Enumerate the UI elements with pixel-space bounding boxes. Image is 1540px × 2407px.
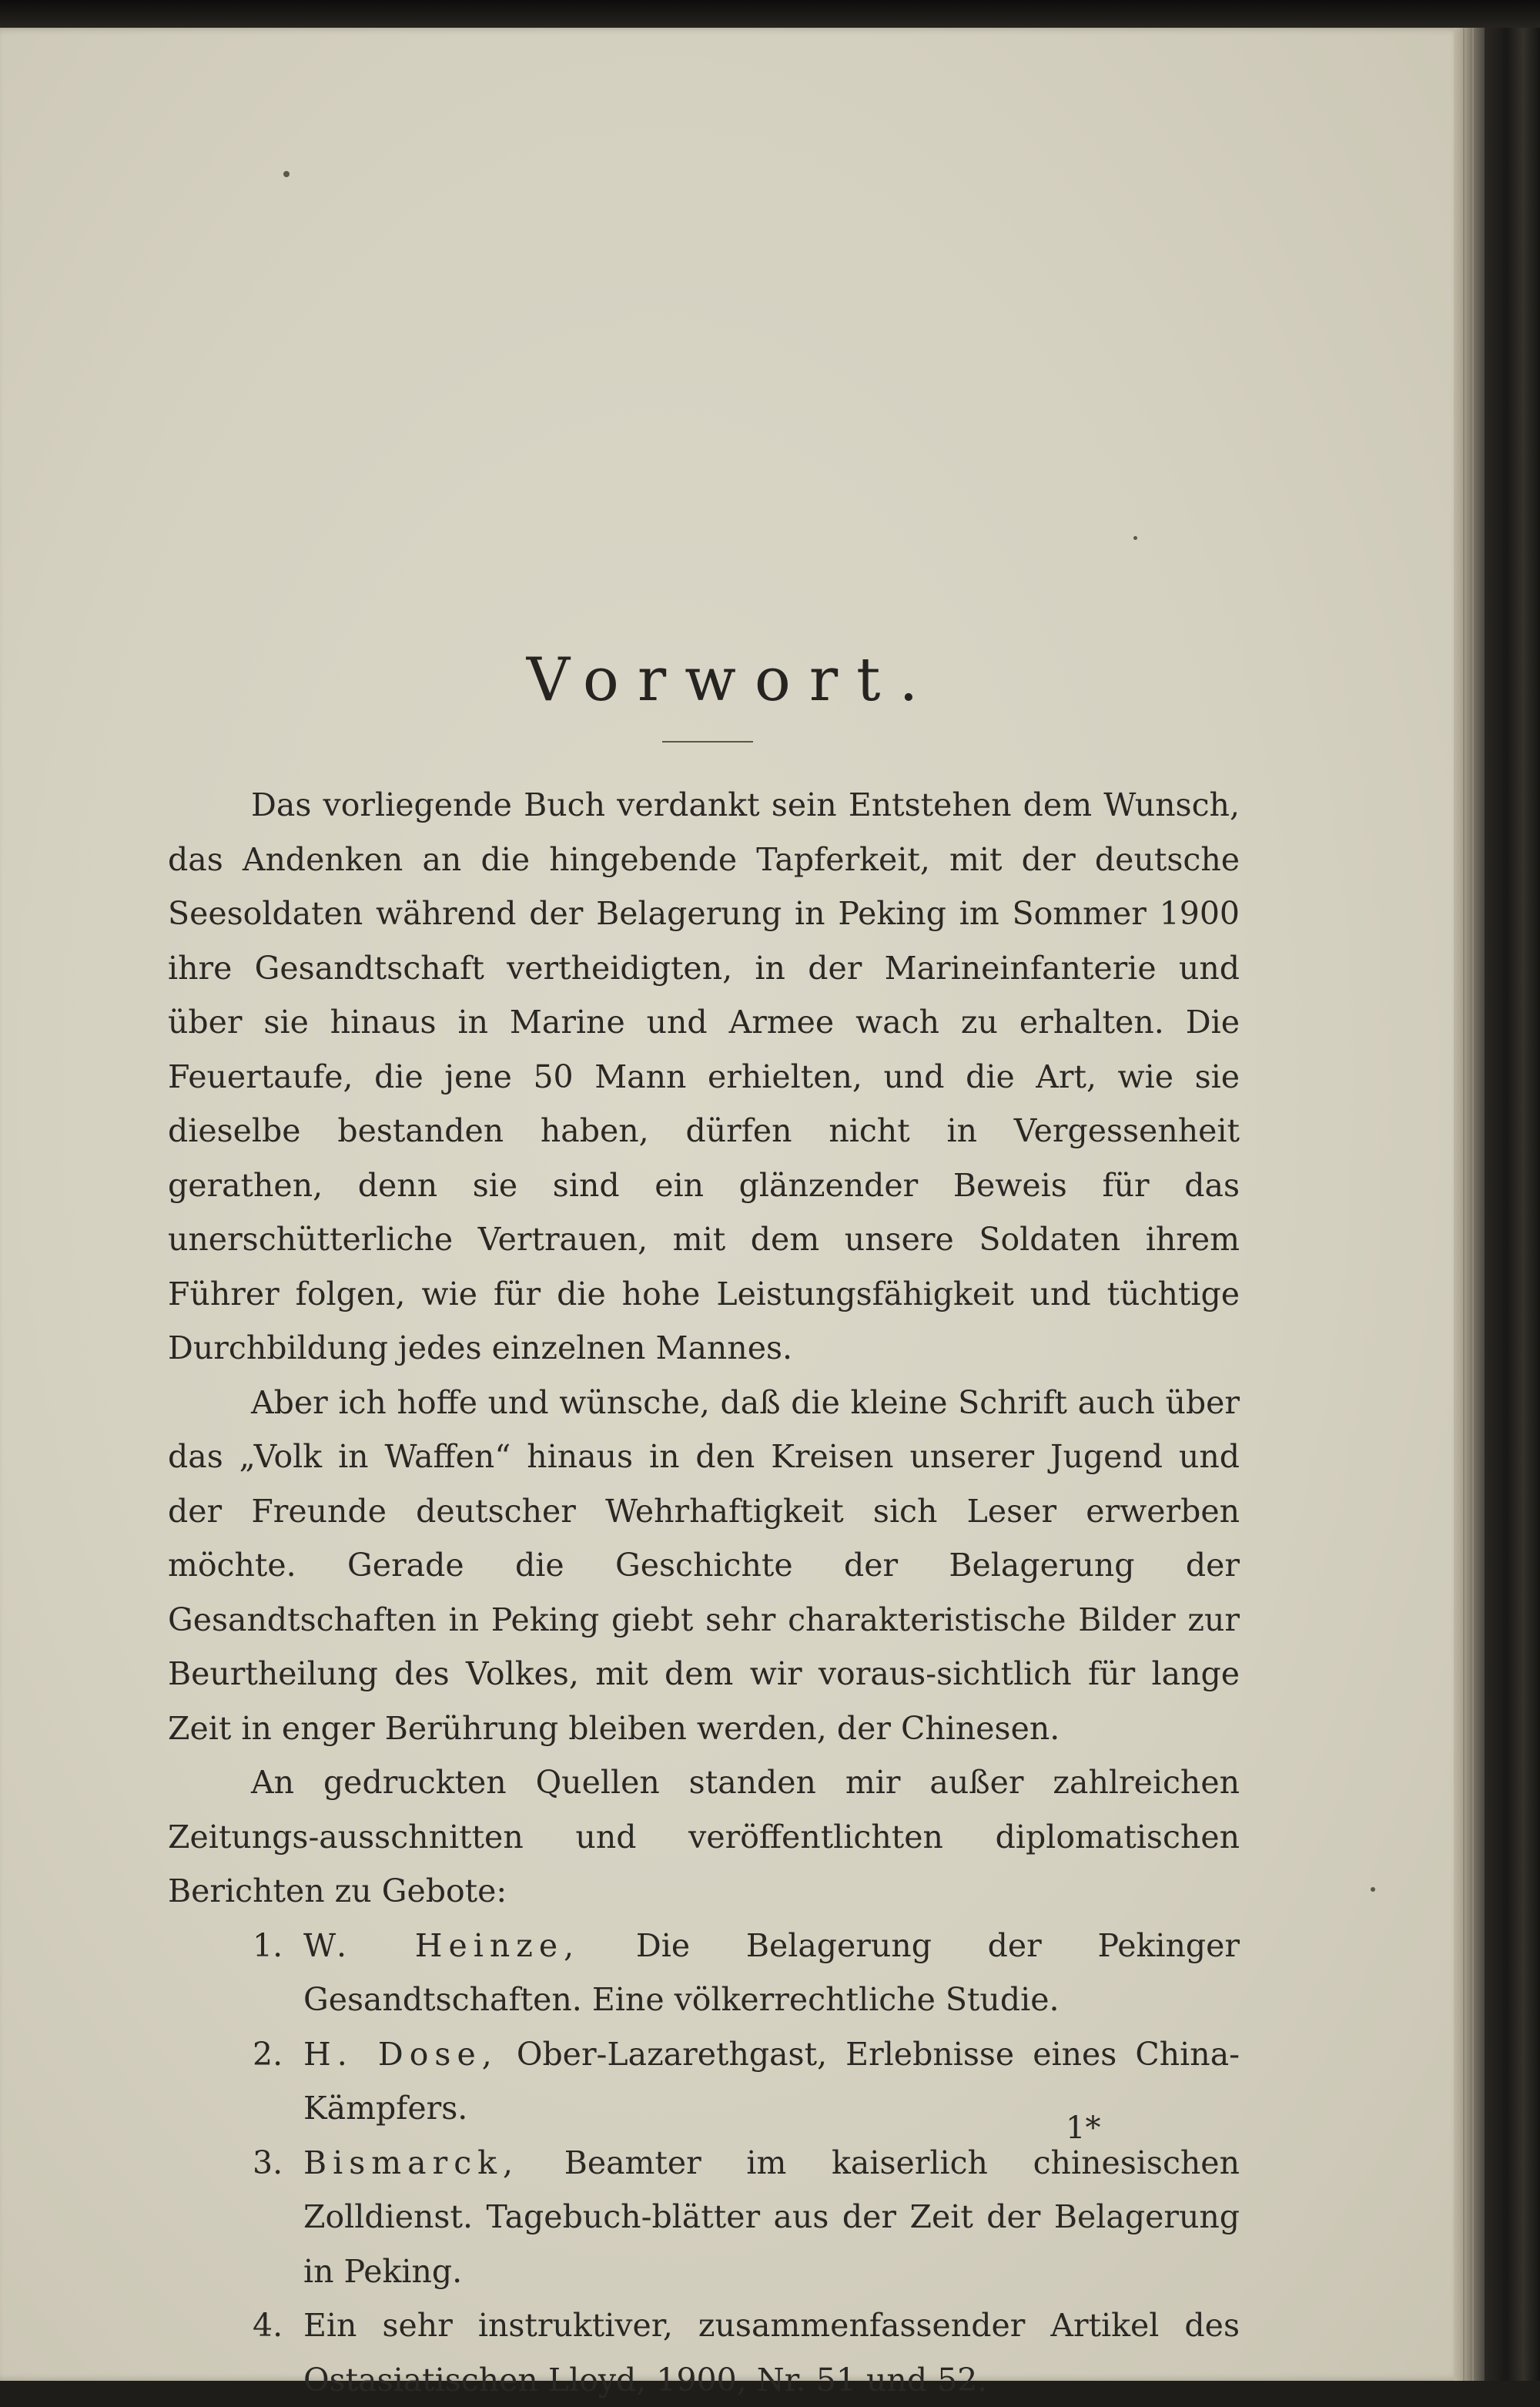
page-title: Vorwort. [0, 645, 1463, 715]
paragraph: Aber ich hoffe und wünsche, daß die kleine Schrift auch über das „Volk in Waffen“ hinaus in den Kreisen unserer Jugend und der Freunde deutscher Wehrhaftigkeit sich Leser erwerben möchte. Gerade die Geschichte der Belagerung der Gesandtschaften in Peking giebt sehr charakteristische Bilder zur Beurtheilung des Volkes, mit dem wir voraus-sichtlich für lange Zeit in enger Berührung bleiben werden, der Chinesen. [168, 1376, 1240, 1756]
source-author: W. Heinze, [303, 1927, 580, 1964]
ink-speck [283, 171, 290, 177]
ink-speck [1371, 1887, 1375, 1892]
page-edge [1454, 28, 1485, 2381]
paragraph: Das vorliegende Buch verdankt sein Entstehen dem Wunsch, das Andenken an die hingebende Tapferkeit, mit der deutsche Seesoldaten während der Belagerung in Peking im Sommer 1900 ihre Gesandtschaft vertheidigten, in der Marineinfanterie und über sie hinaus in Marine und Armee wach zu erhalten. Die Feuertaufe, die jene 50 Mann erhielten, und die Art, wie sie dieselbe bestanden haben, dürfen nicht in Vergessenheit gerathen, denn sie sind ein glänzender Beweis für das unerschütterliche Vertrauen, mit dem unsere Soldaten ihrem Führer folgen, wie für die hohe Leistungsfähigkeit und tüchtige Durchbildung jedes einzelnen Mannes. [168, 778, 1240, 1376]
page-edge-line [1463, 28, 1465, 2381]
title-divider [662, 741, 753, 743]
ink-speck [1133, 536, 1137, 540]
source-text: Ober-Lazarethgast, Erlebnisse eines China-Kämpfers. [303, 2036, 1240, 2127]
list-item [168, 2136, 1240, 2299]
list-number: 1. [253, 1919, 283, 1973]
list-number: 3. [253, 2136, 283, 2191]
signature-mark: 1* [1066, 2110, 1100, 2146]
list-item [168, 2298, 1240, 2407]
source-text: Beamter im kaiserlich chinesischen Zolldienst. Tagebuch-blätter aus der Zeit der Belagerung in Peking. [303, 2144, 1240, 2290]
source-author: H. Dose, [303, 2036, 498, 2073]
list-number: 2. [253, 2027, 283, 2082]
paragraph: An gedruckten Quellen standen mir außer zahlreichen Zeitungs-ausschnitten und veröffentlichten diplomatischen Berichten zu Gebote: [168, 1755, 1240, 1919]
page-edge-line [1472, 28, 1474, 2381]
source-text: Die Belagerung der Pekinger Gesandtschaften. Eine völkerrechtliche Studie. [303, 1927, 1240, 2019]
book-cover-edge [1485, 28, 1540, 2381]
source-text: Ein sehr instruktiver, zusammenfassender Artikel des Ostasiatischen Lloyd, 1900, Nr. 51 und 52. [303, 2307, 1240, 2399]
sources-list [168, 1919, 1240, 2407]
list-item [168, 1919, 1240, 2027]
list-number: 4. [253, 2298, 283, 2353]
preface-body [168, 778, 1240, 2407]
source-author: Bismarck, [303, 2144, 519, 2181]
